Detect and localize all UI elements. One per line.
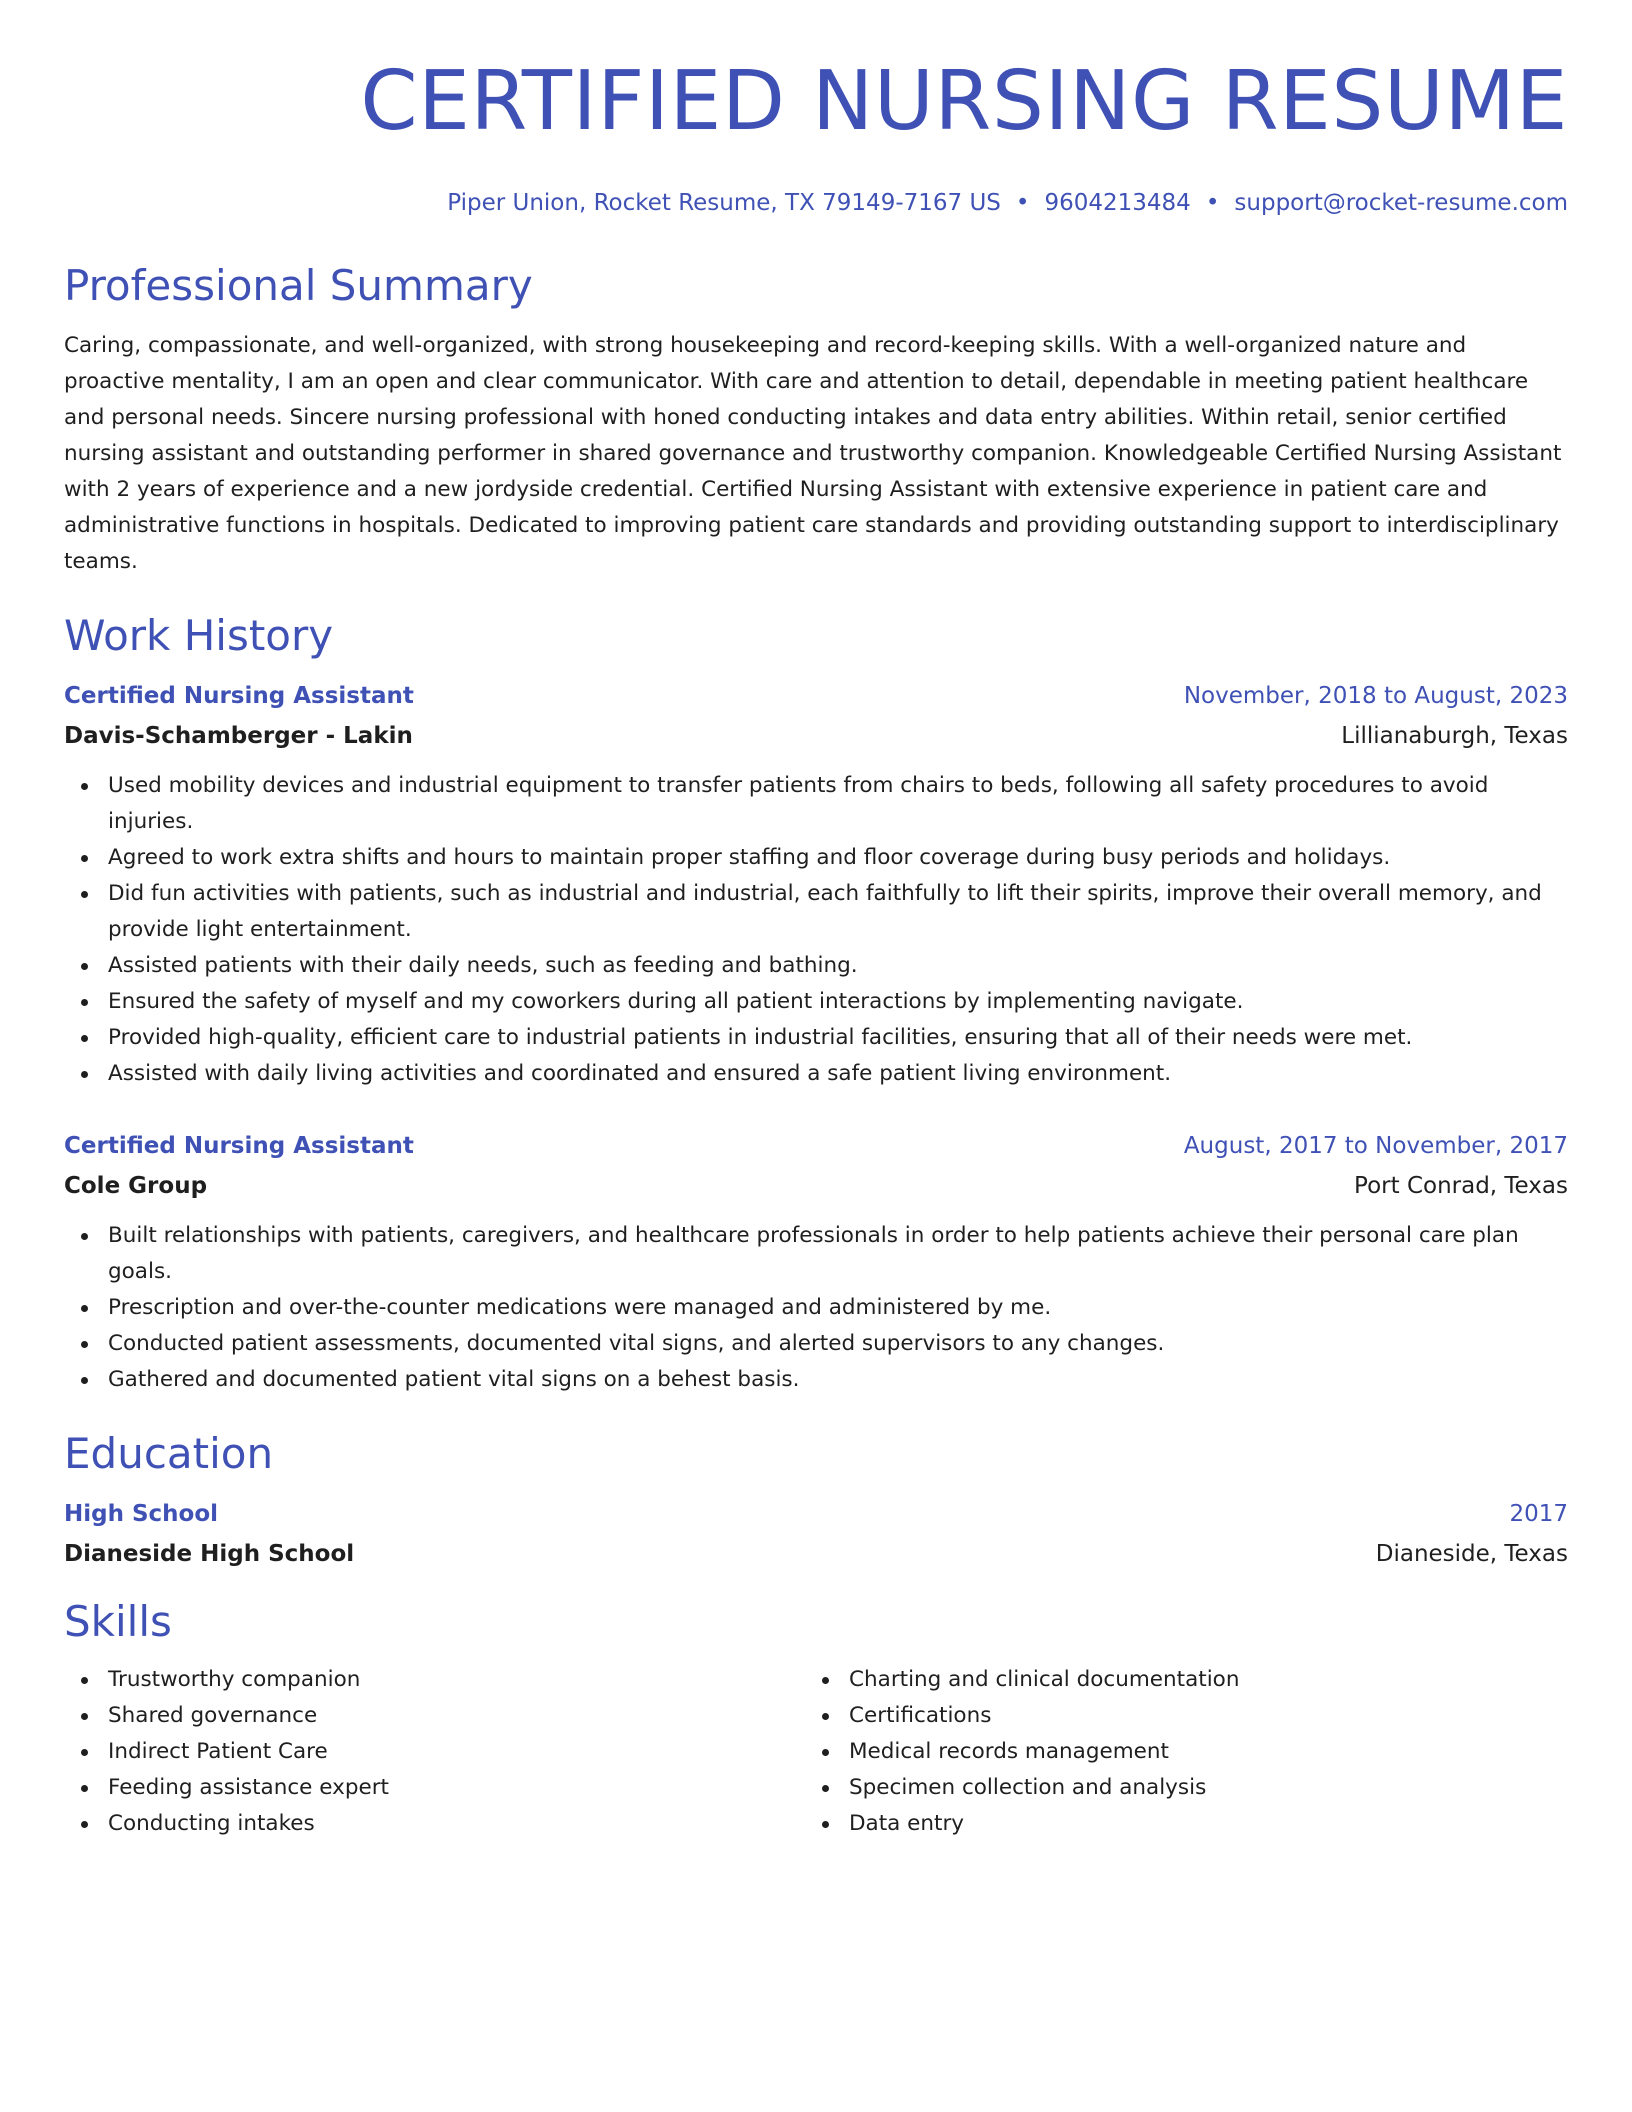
contact-email[interactable]: support@rocket-resume.com [1234, 190, 1568, 216]
education-header-row [64, 1498, 1568, 1530]
job-bullet: Prescription and over-the-counter medications were managed and administered by me. [64, 1290, 1568, 1326]
job-entry [64, 1130, 1568, 1398]
skills-column-right [805, 1662, 1546, 1842]
skills-heading: Skills [64, 1597, 172, 1646]
job-bullet: Assisted with daily living activities and coordinated and ensured a safe patient living environment. [64, 1056, 1568, 1092]
job-location: Lillianaburgh, Texas [1341, 723, 1568, 749]
job-header-row [64, 1130, 1568, 1162]
job-location: Port Conrad, Texas [1354, 1173, 1568, 1199]
job-company-row [64, 720, 1568, 752]
job-company: Cole Group [64, 1173, 208, 1199]
job-bullet: Used mobility devices and industrial equipment to transfer patients from chairs to beds, following all safety procedures to avoid injuries. [64, 768, 1568, 840]
job-dates: August, 2017 to November, 2017 [1183, 1133, 1568, 1159]
skill-item: Specimen collection and analysis [805, 1770, 1546, 1806]
job-company-row [64, 1170, 1568, 1202]
job-company: Davis-Schamberger - Lakin [64, 723, 413, 749]
job-title: Certified Nursing Assistant [64, 683, 414, 709]
contact-separator: • [1015, 190, 1030, 216]
job-bullet: Ensured the safety of myself and my coworkers during all patient interactions by implementing navigate. [64, 984, 1568, 1020]
summary-heading: Professional Summary [64, 261, 533, 310]
job-bullet: Conducted patient assessments, documented vital signs, and alerted supervisors to any changes. [64, 1326, 1568, 1362]
skills-column-left [64, 1662, 805, 1842]
education-heading: Education [64, 1429, 274, 1478]
skill-item: Shared governance [64, 1698, 805, 1734]
skill-item: Certifications [805, 1698, 1546, 1734]
job-bullet: Gathered and documented patient vital signs on a behest basis. [64, 1362, 1568, 1398]
job-bullet: Agreed to work extra shifts and hours to maintain proper staffing and floor coverage during busy periods and holidays. [64, 840, 1568, 876]
contact-phone: 9604213484 [1044, 190, 1191, 216]
education-entry [64, 1498, 1568, 1570]
skill-item: Trustworthy companion [64, 1662, 805, 1698]
job-bullets [64, 1218, 1568, 1398]
skills-grid [64, 1662, 1568, 1842]
contact-separator: • [1205, 190, 1220, 216]
job-bullets [64, 768, 1568, 1092]
job-title: Certified Nursing Assistant [64, 1133, 414, 1159]
education-year: 2017 [1509, 1501, 1568, 1527]
contact-address: Piper Union, Rocket Resume, TX 79149-7167 US [447, 190, 1001, 216]
skill-item: Indirect Patient Care [64, 1734, 805, 1770]
job-dates: November, 2018 to August, 2023 [1183, 683, 1568, 709]
education-school: Dianeside High School [64, 1541, 355, 1567]
education-school-row [64, 1538, 1568, 1570]
work-history-heading: Work History [64, 611, 334, 660]
job-bullet: Did fun activities with patients, such as industrial and industrial, each faithfully to lift their spirits, improve their overall memory, and provide light entertainment. [64, 876, 1568, 948]
summary-text: Caring, compassionate, and well-organized, with strong housekeeping and record-keeping skills. With a well-organized nature and proactive mentality, I am an open and clear communicator. With care and attention to detail, dependable in meeting patient healthcare and personal needs. Sincere nursing professional with honed conducting intakes and data entry abilities. Within retail, senior certified nursing assistant and outstanding performer in shared governance and trustworthy companion. Knowledgeable Certified Nursing Assistant with 2 years of experience and a new jordyside credential. Certified Nursing Assistant with extensive experience in patient care and administrative functions in hospitals. Dedicated to improving patient care standards and providing outstanding support to interdisciplinary teams. [64, 333, 1562, 574]
resume-title: CERTIFIED NURSING RESUME [360, 54, 1568, 149]
job-header-row [64, 680, 1568, 712]
job-bullet: Provided high-quality, efficient care to industrial patients in industrial facilities, ensuring that all of their needs were met. [64, 1020, 1568, 1056]
job-bullet: Built relationships with patients, caregivers, and healthcare professionals in order to help patients achieve their personal care plan goals. [64, 1218, 1568, 1290]
skill-item: Charting and clinical documentation [805, 1662, 1546, 1698]
job-entry [64, 680, 1568, 1092]
contact-line [64, 188, 1568, 218]
education-location: Dianeside, Texas [1375, 1541, 1568, 1567]
skill-item: Medical records management [805, 1734, 1546, 1770]
skill-item: Feeding assistance expert [64, 1770, 805, 1806]
skill-item: Conducting intakes [64, 1806, 805, 1842]
job-bullet: Assisted patients with their daily needs, such as feeding and bathing. [64, 948, 1568, 984]
skill-item: Data entry [805, 1806, 1546, 1842]
education-degree: High School [64, 1501, 219, 1527]
